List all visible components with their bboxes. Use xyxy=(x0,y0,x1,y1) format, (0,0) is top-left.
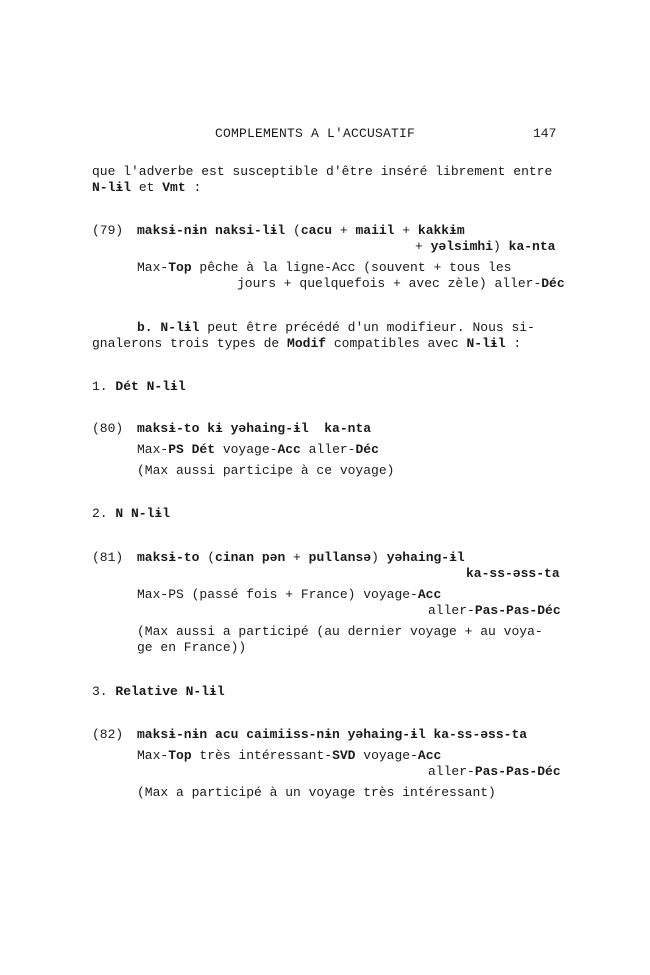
example-81-translation-2: ge en France)) xyxy=(137,640,247,655)
example-81-number: (81) xyxy=(92,550,124,565)
gloss-text: voyage- xyxy=(215,442,278,457)
gloss-bold: Top xyxy=(168,748,192,763)
gloss-bold: Acc xyxy=(417,587,442,602)
running-header-title: COMPLEMENTS A L'ACCUSATIF xyxy=(215,126,416,141)
example-80-gloss xyxy=(137,441,379,458)
ex-bold: yəlsimhi xyxy=(430,239,494,254)
intro-term-nlil: N-lɨl xyxy=(92,180,132,195)
example-81-line-1 xyxy=(137,549,465,566)
section-number: 3. xyxy=(92,684,116,699)
example-81-gloss-1 xyxy=(137,586,441,603)
section-title: Relative N-lɨl xyxy=(115,684,225,699)
ex-bold: cacu xyxy=(300,223,333,238)
ex-bold: ka-ss-əss-ta xyxy=(466,566,560,581)
example-80-translation: (Max aussi participe à ce voyage) xyxy=(137,463,395,478)
intro-text: et xyxy=(131,180,163,195)
ex-bold: pullansə xyxy=(308,550,372,565)
gloss-text: aller- xyxy=(428,603,475,618)
intro-line-1: que l'adverbe est susceptible d'être inséré librement entre xyxy=(92,164,553,179)
ex-bold: ka-nta xyxy=(308,421,372,436)
intro-text: : xyxy=(185,180,202,195)
ex-bold: maksɨ-nɨn naksi-lɨl xyxy=(137,223,286,238)
example-82-line-1 xyxy=(137,726,527,743)
gloss-text: Max- xyxy=(137,260,169,275)
ex-text: ) xyxy=(493,239,509,254)
example-80-number: (80) xyxy=(92,421,124,436)
example-79-gloss-1 xyxy=(137,259,511,276)
example-82-number: (82) xyxy=(92,727,124,742)
ex-bold: yəhaing-ɨl xyxy=(386,550,465,565)
para-text: : xyxy=(505,336,522,351)
ex-bold: ka-nta xyxy=(508,239,556,254)
gloss-text: aller- xyxy=(428,764,475,779)
gloss-bold: Déc xyxy=(541,276,565,291)
para-b-line-2 xyxy=(92,335,521,352)
example-82-gloss-2 xyxy=(428,763,561,780)
ex-bold: cinan pən xyxy=(215,550,286,565)
gloss-bold: Pas-Pas-Déc xyxy=(474,764,561,779)
ex-text: + xyxy=(332,223,356,238)
page-number: 147 xyxy=(533,126,557,141)
ex-text: ( xyxy=(285,223,301,238)
para-text: peut être précédé d'un modifieur. Nous si- xyxy=(199,320,535,335)
para-text: compatibles avec xyxy=(326,336,467,351)
gloss-bold: SVD xyxy=(332,748,356,763)
gloss-text: voyage- xyxy=(355,748,418,763)
ex-bold: maiil xyxy=(355,223,395,238)
ex-bold: maksɨ-to kɨ yəhaing-ɨl xyxy=(137,421,309,436)
section-title: Dét N-lɨl xyxy=(115,379,186,394)
gloss-text: Max- xyxy=(137,442,169,457)
para-bold: N-lɨl xyxy=(466,336,506,351)
example-79-number: (79) xyxy=(92,223,124,238)
gloss-bold: Acc xyxy=(417,748,442,763)
example-79-line-1 xyxy=(137,222,465,239)
para-b-line-1 xyxy=(137,319,535,336)
example-81-line-2 xyxy=(466,565,560,582)
section-2-heading xyxy=(92,505,170,522)
para-bold: N-lɨl xyxy=(160,320,200,335)
ex-text: ( xyxy=(199,550,216,565)
ex-text: + xyxy=(285,550,309,565)
section-1-heading xyxy=(92,378,186,395)
gloss-text: aller- xyxy=(300,442,356,457)
gloss-bold: Déc xyxy=(355,442,379,457)
ex-bold: maksɨ-to xyxy=(137,550,200,565)
section-number: 2. xyxy=(92,506,116,521)
ex-text: ) xyxy=(371,550,387,565)
gloss-bold: Acc xyxy=(277,442,301,457)
para-bold: Modif xyxy=(287,336,327,351)
ex-bold: maksɨ-nɨn acu caimiiss-nɨn yəhaing-ɨl ka-ss-əss-ta xyxy=(137,727,528,742)
ex-bold: kakkɨm xyxy=(417,223,465,238)
section-number: 1. xyxy=(92,379,116,394)
intro-term-vmt: Vmt xyxy=(162,180,186,195)
gloss-bold: PS Dét xyxy=(168,442,216,457)
example-81-gloss-2 xyxy=(428,602,561,619)
example-79-line-2 xyxy=(415,238,555,255)
gloss-text: très intéressant- xyxy=(191,748,333,763)
section-3-heading xyxy=(92,683,225,700)
ex-text: + xyxy=(415,239,431,254)
gloss-text: jours + quelquefois + avec zèle) aller- xyxy=(237,276,542,291)
gloss-text: Max-PS (passé fois + France) voyage- xyxy=(137,587,418,602)
section-title: N N-lɨl xyxy=(115,506,171,521)
gloss-text: Max- xyxy=(137,748,169,763)
example-82-gloss-1 xyxy=(137,747,441,764)
example-81-translation-1: (Max aussi a participé (au dernier voyage + au voya- xyxy=(137,624,543,639)
para-bold: b. xyxy=(137,320,161,335)
gloss-bold: Pas-Pas-Déc xyxy=(474,603,561,618)
example-79-gloss-2 xyxy=(237,275,565,292)
gloss-bold: Top xyxy=(168,260,192,275)
example-82-translation: (Max a participé à un voyage très intéressant) xyxy=(137,785,496,800)
example-80-line-1 xyxy=(137,420,371,437)
para-text: gnalerons trois types de xyxy=(92,336,288,351)
intro-line-2 xyxy=(92,179,201,196)
ex-text: + xyxy=(394,223,418,238)
gloss-text: pêche à la ligne-Acc (souvent + tous les xyxy=(191,260,512,275)
